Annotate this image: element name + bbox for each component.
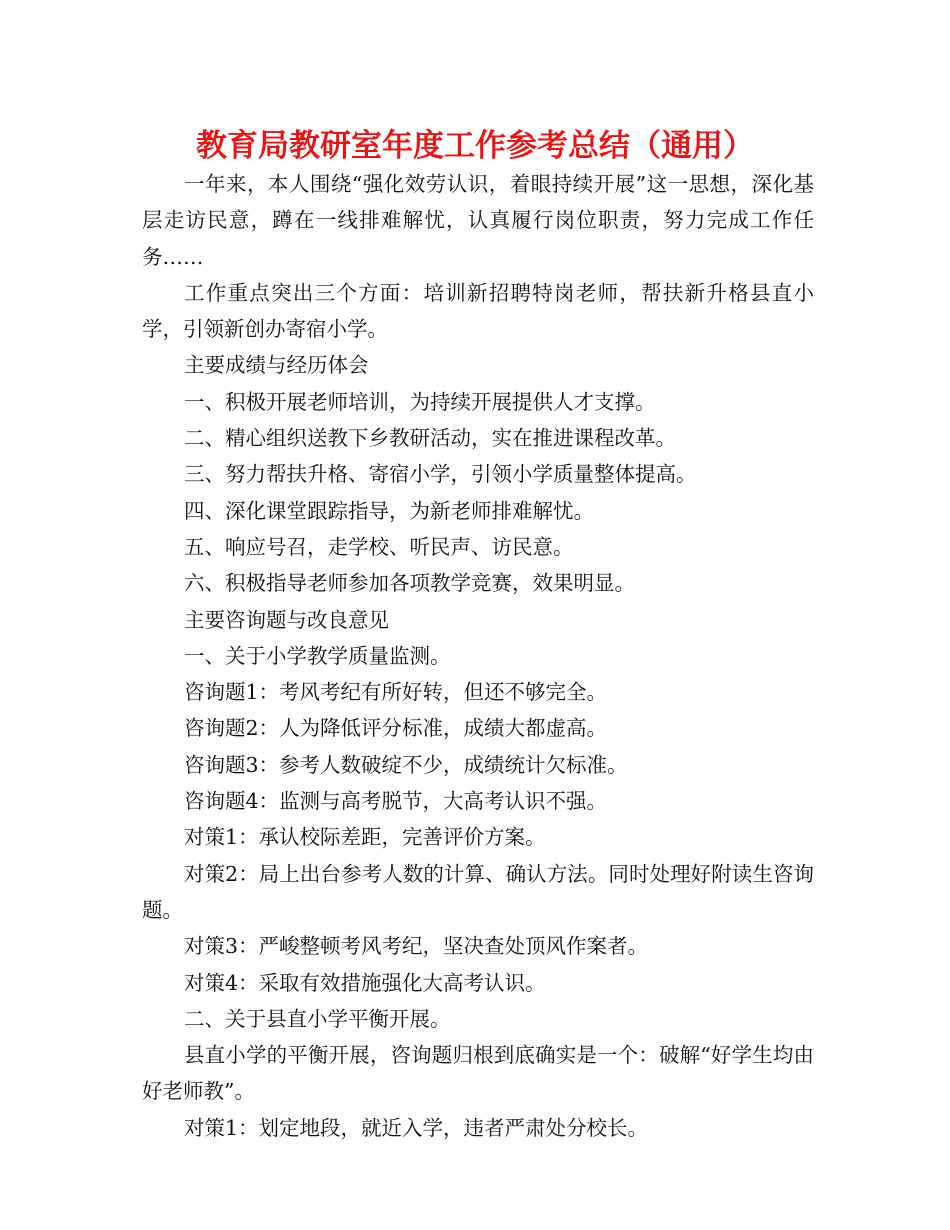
list-item: 六、积极指导老师参加各项教学竞赛，效果明显。 <box>184 571 635 596</box>
section-heading: 主要咨询题与改良意见 <box>184 607 389 632</box>
paragraph: 一年来，本人围绕“强化效劳认识，着眼持续开展”这一思想，深化基层走访民意，蹲在一线排难解忧，认真履行岗位职责，努力完成工作任务…… <box>142 172 814 269</box>
measure-item: 对策2：局上出台参考人数的计算、确认方法。同时处理好附读生咨询题。 <box>142 861 814 922</box>
document-body <box>142 166 814 1146</box>
paragraph: 工作重点突出三个方面：培训新招聘特岗老师，帮扶新升格县直小学，引领新创办寄宿小学。 <box>142 280 814 342</box>
measure-item: 对策4：采取有效措施强化大高考认识。 <box>184 970 546 995</box>
measure-item: 对策1：承认校际差距，完善评价方案。 <box>184 825 546 850</box>
subsection-heading: 一、关于小学教学质量监测。 <box>184 643 451 668</box>
list-item: 三、努力帮扶升格、寄宿小学，引领小学质量整体提高。 <box>184 462 697 487</box>
list-item: 四、深化课堂跟踪指导，为新老师排难解忧。 <box>184 498 594 523</box>
list-item: 二、精心组织送教下乡教研活动，实在推进课程改革。 <box>184 426 676 451</box>
problem-item: 咨询题3：参考人数破绽不少，成绩统计欠标准。 <box>184 752 628 777</box>
list-item: 一、积极开展老师培训，为持续开展提供人才支撑。 <box>184 389 656 414</box>
subsection-heading: 二、关于县直小学平衡开展。 <box>184 1006 451 1031</box>
list-item: 五、响应号召，走学校、听民声、访民意。 <box>184 534 574 559</box>
paragraph: 县直小学的平衡开展，咨询题归根到底确实是一个：破解“好学生均由好老师教”。 <box>142 1043 814 1104</box>
document-title: 教育局教研室年度工作参考总结（通用） <box>196 128 754 164</box>
problem-item: 咨询题4：监测与高考脱节，大高考认识不强。 <box>184 789 608 814</box>
section-heading: 主要成绩与经历体会 <box>184 353 369 378</box>
problem-item: 咨询题1：考风考纪有所好转，但还不够完全。 <box>184 680 608 705</box>
problem-item: 咨询题2：人为降低评分标准，成绩大都虚高。 <box>184 716 608 741</box>
measure-item: 对策1：划定地段，就近入学，违者严肃处分校长。 <box>184 1115 649 1140</box>
measure-item: 对策3：严峻整顿考风考纪，坚决查处顶风作案者。 <box>184 934 649 959</box>
